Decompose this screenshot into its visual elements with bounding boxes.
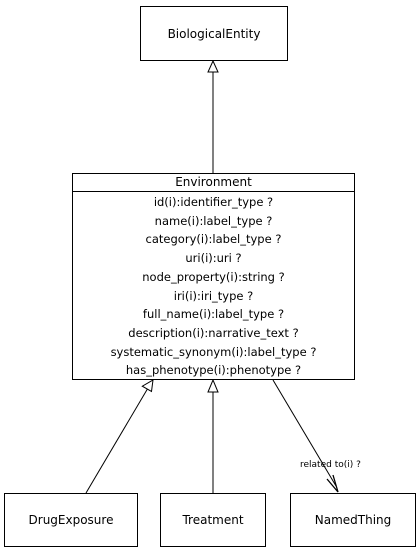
class-drugexposure[interactable] [4,493,138,547]
inheritance-arrowhead-parent [208,61,218,72]
attribute-row: systematic_synonym(i):label_type ? [110,344,317,359]
attribute-row: has_phenotype(i):phenotype ? [125,363,302,378]
class-biologicalentity-name: BiologicalEntity [167,26,261,41]
attribute-row: node_property(i):string ? [142,269,285,284]
class-biologicalentity[interactable] [140,6,288,61]
attribute-row: full_name(i):label_type ? [142,307,285,322]
inheritance-arrowhead-treatment [208,380,218,392]
inheritance-edge-drugexposure [86,388,148,493]
attribute-row: description(i):narrative_text ? [128,325,299,340]
class-environment[interactable] [72,173,355,380]
attribute-row: name(i):label_type ? [154,213,273,228]
class-namedthing-name: NamedThing [314,513,392,527]
class-treatment[interactable] [160,493,266,547]
inheritance-arrowhead-drugexposure [142,380,153,391]
attribute-row: id(i):identifier_type ? [153,195,274,209]
association-edge [273,380,336,486]
class-treatment-name: Treatment [182,513,244,527]
class-environment-name: Environment [73,174,354,192]
association-arrowhead [327,475,338,492]
attribute-row: uri(i):uri ? [185,251,242,266]
class-namedthing[interactable] [290,493,416,547]
class-drugexposure-name: DrugExposure [28,513,114,527]
class-environment-attributes [73,192,354,380]
attribute-row: iri(i):iri_type ? [173,288,254,303]
association-label: related to(i) ? [300,460,361,470]
attribute-row: category(i):label_type ? [145,232,282,247]
